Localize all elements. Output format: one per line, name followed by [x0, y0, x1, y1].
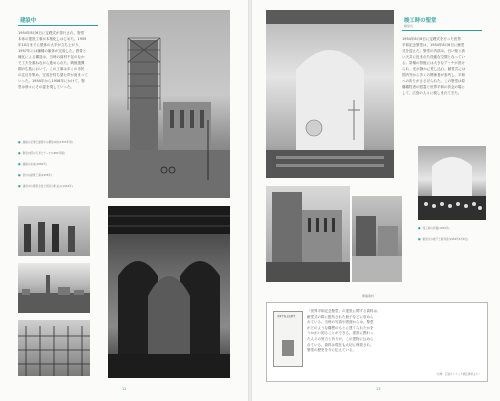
right-section-title: 竣工時の聖堂 — [404, 18, 437, 24]
left-title-rule — [18, 25, 98, 26]
note-body: 「世界平和記念聖堂」の建設に関する資料は、 献堂式の際に配布された冊子などに収めら れている。当時の写真や図面からは、聖堂 がどのような構想のもとに建てられたかを うかがい知ることができる。建設に携わっ た人々の努力と祈りが、この建物に込めら れている。資料は現在も大切に保管され、 聖堂の歴史を今に伝えている。 — [307, 309, 381, 353]
photo-altar-interior — [266, 10, 394, 178]
note-title: 関連資料 — [362, 294, 375, 298]
steel-frame-image — [18, 320, 90, 376]
photo-exterior-facade — [266, 186, 350, 282]
left-section-title: 建設中 — [20, 18, 37, 24]
workers-image — [18, 206, 90, 256]
right-body-text: 1954年8月6日に定礎式を行った世界 平和記念聖堂は、1954年8月6日に献堂 式を迎えた。聖堂の内部は、白い壁と高 い天井に包まれた荘厳な空間となってい る。祭壇の背後には大きなアーチが設け られ、光が静かに差し込む。献堂式には 国内外から多くの関係者が参列し、平和 への祈りがささげられた。この聖堂は原 爆犠牲者の慰霊と世界平和の祈念の場と して、広島の人々に親しまれてきた。 — [402, 37, 466, 95]
exterior-facade-image — [266, 186, 350, 282]
related-materials-box — [266, 302, 488, 382]
photo-consecration-ceremony — [418, 146, 486, 220]
left-page — [0, 0, 248, 401]
right-title-rule — [402, 30, 482, 31]
booklet-title: 世界平和記念聖堂 — [277, 315, 296, 318]
booklet-cover — [273, 311, 303, 367]
cityscape-image — [18, 263, 90, 313]
photo-workers — [18, 206, 90, 256]
photo-steel-frame — [18, 320, 90, 376]
photo-cityscape — [18, 263, 90, 313]
right-page-number: 13 — [376, 387, 381, 391]
left-body-text: 1954年8月6日に定礎式が挙行され、聖堂 本体の建設工事が本格化しはじめた。1955 年10月までに壁体の大半が立ち上がり、 1957年には鐘楼の躯体が完成した。鉄骨と 煉瓦による構造は、当時の資材不足のなか で工夫を重ねながら進められた。戦後復興 期の広島において、この工事は多くの市民 の注目を集め、完成を待ち望む声が高まって いった。1954年から1958年にかけて、聖 堂は徐々にその姿を現していった。 — [18, 31, 88, 89]
photo-bell-tower-construction — [108, 10, 230, 198]
note-source: （出典：広島カトリック教区資料より） — [434, 373, 481, 376]
street-view-image — [352, 196, 402, 282]
photo-interior-arches — [108, 206, 230, 378]
photo-street-view — [352, 196, 402, 282]
left-captions: ● 鐘楼の足場と建設中の聖堂本体(1955年頃) ● 聖堂内部の天井とアーチ(1955年頃) ● 鐘楼の完成(1956年) ● 堂内の鉄骨工事(1955年) ● 建設中の聖堂全景と周辺の町並み(1954年) — [18, 140, 103, 195]
booklet-image — [282, 340, 294, 356]
interior-arches-image — [108, 206, 230, 378]
altar-interior-image — [266, 10, 394, 178]
right-page — [252, 0, 500, 401]
consecration-image — [418, 146, 486, 220]
bell-tower-construction-image — [108, 10, 230, 198]
right-captions: ● 竣工時の祭壇(1954年) ● 献堂式の様子と参列者(1954年8月6日) — [418, 226, 488, 248]
left-page-number: 12 — [122, 387, 127, 391]
right-section-subtitle: 献堂式 — [404, 24, 414, 28]
